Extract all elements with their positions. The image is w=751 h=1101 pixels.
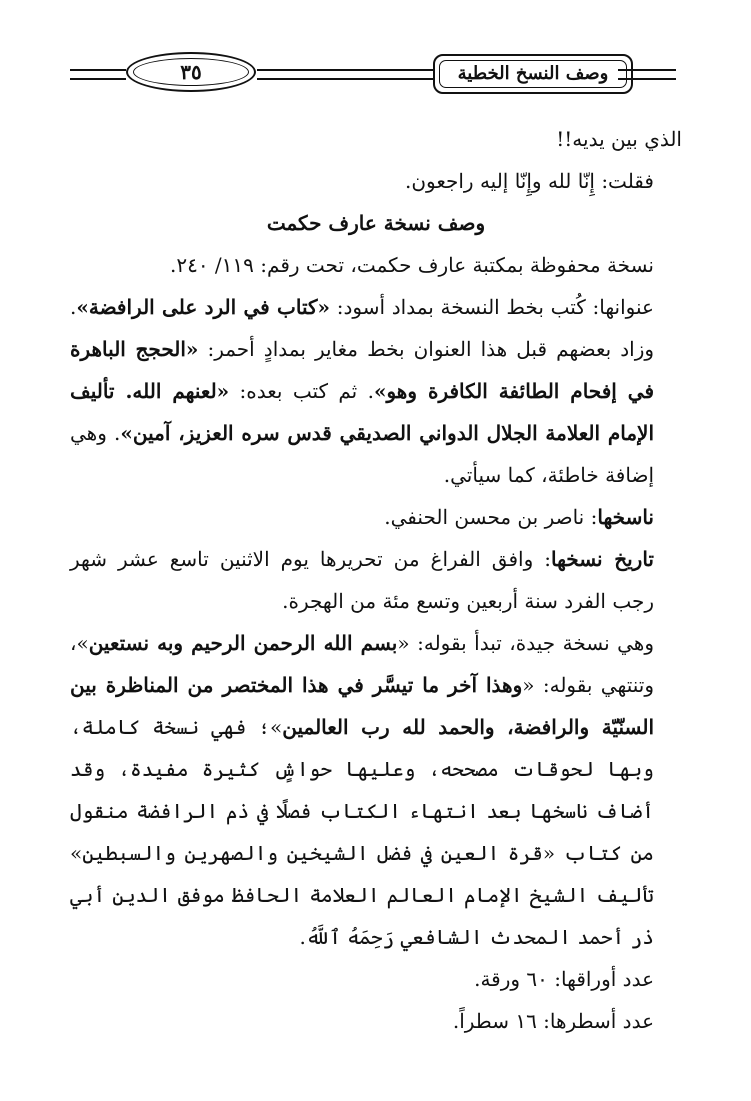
page-header: [70, 52, 676, 98]
p4-mid-2: . ثم كتب بعده:: [229, 379, 374, 403]
section-heading: وصف نسخة عارف حكمت: [266, 211, 486, 235]
p4-title-1: «كتاب في الرد على الرافضة»: [76, 295, 331, 319]
paragraph-2: فقلت: إِنّا لله وإِنّا إليه راجعون.: [404, 169, 654, 193]
header-rule-left: [70, 69, 126, 80]
copy-date-label: تاريخ نسخها: [550, 547, 654, 571]
running-title-frame: [433, 54, 633, 94]
paragraph-4: [70, 286, 682, 496]
copyist-text: : ناصر بن محسن الحنفي.: [384, 505, 598, 529]
p7-end-quote: وهذا آخر ما تيسَّر في هذا المختصر من المناظرة بين السنّيّة والرافضة، والحمد لله رب العالمين: [70, 673, 655, 739]
p7-rest: »؛ فهي نسخة كاملة، وبها لحوقات مصححه، وعليها حواشٍ كثيرة مفيدة، وقد أضاف ناسخها بعد انتهاء الكتاب فصلًا في ذم الرافضة منقول من كتاب «قرة العين في فضل الشيخين والصهرين والسبطين» تأليف الشيخ الإمام العالم العلامة الحافظ موفق الدين أبي ذر أحمد المحدث الشافعي رَحِمَهُ ٱللَّهُ.: [70, 715, 654, 949]
p4-end: . وهي إضافة خاطئة، كما سيأتي.: [70, 421, 654, 487]
p7-mid: »، وتنتهي بقوله: «: [70, 631, 654, 697]
paragraph-7: [70, 622, 682, 958]
paragraph-1: الذي بين يديه!!: [556, 127, 682, 151]
paragraph-8: عدد أوراقها: ٦٠ ورقة.: [474, 967, 654, 991]
page-number: ٣٥: [180, 60, 202, 84]
page-body: [70, 118, 682, 1042]
paragraph-6: [70, 538, 682, 622]
p7-lead: وهي نسخة جيدة، تبدأ بقوله: «: [397, 631, 655, 655]
copyist-label: ناسخها: [597, 505, 654, 529]
p4-title-3: «لعنهم الله. تأليف الإمام العلامة الجلال الدواني الصديقي قدس سره العزيز، آمين»: [70, 379, 654, 445]
p4-mid-1: . وزاد بعضهم قبل هذا العنوان بخط مغاير بمدادٍ أحمر:: [70, 295, 655, 361]
p4-lead: عنوانها: كُتب بخط النسخة بمداد أسود:: [330, 295, 654, 319]
p7-start-quote: بسم الله الرحمن الرحيم وبه نستعين: [88, 631, 398, 655]
copy-date-text: : وافق الفراغ من تحريرها يوم الاثنين تاسع عشر شهر رجب الفرد سنة أربعين وتسع مئة من الهجرة.: [70, 547, 654, 613]
paragraph-5: [70, 496, 682, 538]
page-number-frame: [126, 52, 256, 92]
p4-title-2: «الحجج الباهرة في إفحام الطائفة الكافرة وهو»: [70, 337, 654, 403]
paragraph-9: عدد أسطرها: ١٦ سطراً.: [452, 1009, 654, 1033]
running-title: وصف النسخ الخطية: [457, 63, 609, 84]
paragraph-3: نسخة محفوظة بمكتبة عارف حكمت، تحت رقم: ١١٩/ ٢٤٠.: [169, 253, 654, 277]
